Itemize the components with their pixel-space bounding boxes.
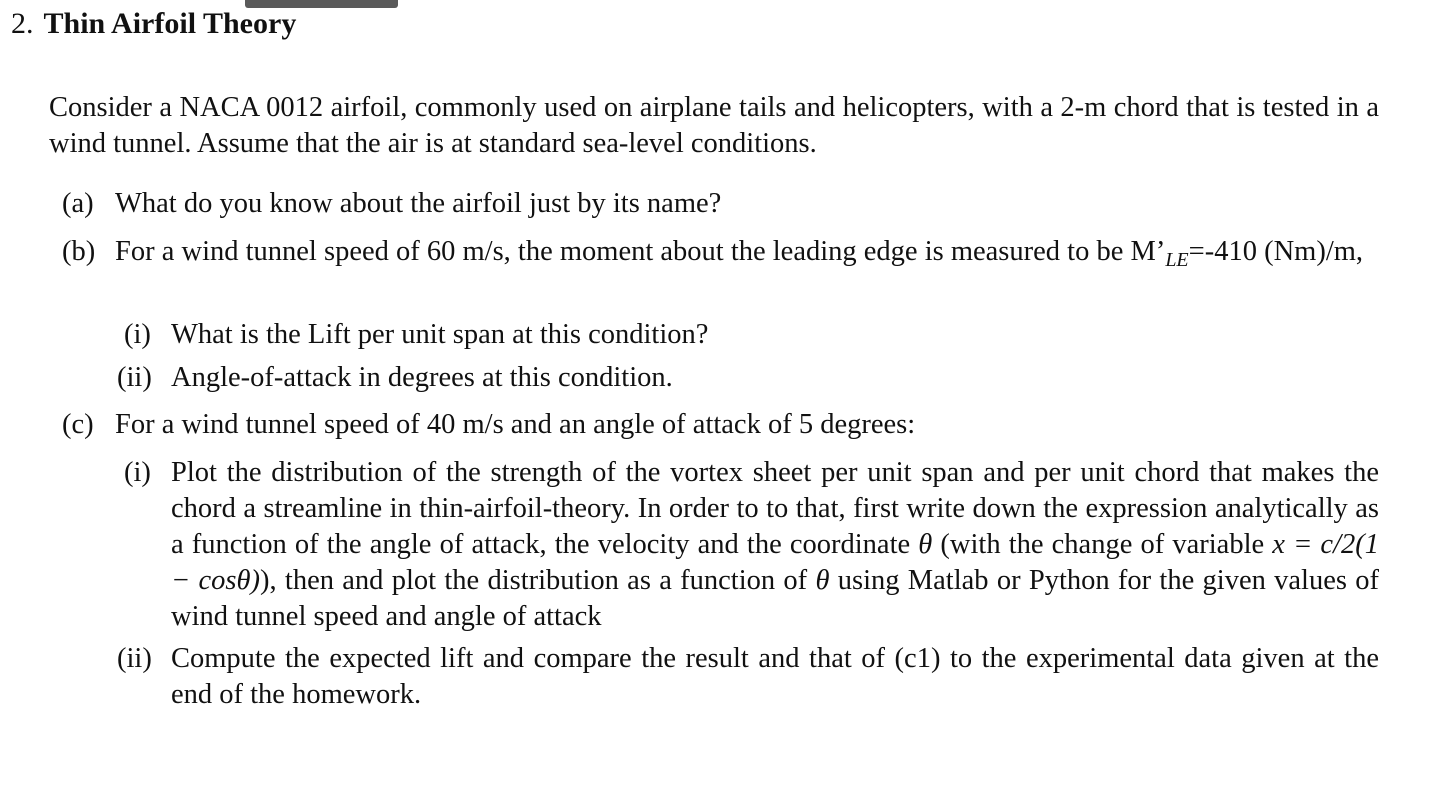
part-b-ii	[117, 360, 1382, 396]
part-c-i-text-1: Plot the distribution of the strength of the vortex sheet per unit span and per unit chord that makes the chord a streamline in thin-airfoil-theory. In order to to that, first write down the expression analytically as a function of the angle of attack, the velocity and the coordinate	[171, 457, 1379, 560]
problem-intro: Consider a NACA 0012 airfoil, commonly used on airplane tails and helicopters, with a 2-m chord that is tested in a wind tunnel. Assume that the air is at standard sea-level conditions.	[49, 92, 1379, 159]
part-b-ii-text: Angle-of-attack in degrees at this condition.	[171, 362, 673, 393]
part-b-text	[115, 234, 1380, 270]
part-c-i-text	[171, 455, 1379, 635]
part-c-ii-text: Compute the expected lift and compare the result and that of (c1) to the experimental data given at the end of the homework.	[171, 643, 1379, 710]
theta-symbol-2: θ	[815, 565, 830, 596]
part-c-label: (c)	[62, 409, 94, 440]
section-number: 2.	[11, 7, 34, 40]
section-title: Thin Airfoil Theory	[43, 7, 297, 40]
part-c-text: For a wind tunnel speed of 40 m/s and an angle of attack of 5 degrees:	[115, 409, 916, 440]
part-b-text-before: For a wind tunnel speed of 60 m/s, the moment about the leading edge is measured to be M’	[115, 236, 1166, 267]
part-b	[62, 234, 1382, 306]
part-c-ii-label: (ii)	[117, 643, 152, 674]
part-c-i-text-2: (with the change of variable	[932, 529, 1273, 560]
part-b-i	[124, 317, 1382, 353]
part-c-ii	[117, 641, 1382, 713]
part-b-i-text: What is the Lift per unit span at this condition?	[171, 319, 709, 350]
theta-symbol-1: θ	[918, 529, 933, 560]
part-c-i-text-4: using Matlab or Python for the given values of wind tunnel speed and angle of attack	[171, 565, 1379, 632]
part-b-ii-label: (ii)	[117, 362, 152, 393]
part-b-text-after: =-410 (Nm)/m,	[1188, 236, 1364, 267]
part-c	[62, 407, 1382, 443]
part-a-label: (a)	[62, 188, 94, 219]
part-b-label: (b)	[62, 236, 96, 267]
part-a	[62, 186, 1382, 222]
part-c-i-label: (i)	[124, 457, 151, 488]
part-c-i	[124, 455, 1382, 635]
part-b-i-label: (i)	[124, 319, 151, 350]
part-c-i-text-3: ), then and plot the distribution as a function of	[260, 565, 816, 596]
part-a-text: What do you know about the airfoil just by its name?	[115, 188, 722, 219]
section-heading	[11, 5, 296, 43]
part-b-subscript: LE	[1165, 249, 1189, 271]
change-of-variable-formula: x = c/2(1 − cosθ)	[171, 529, 1379, 596]
